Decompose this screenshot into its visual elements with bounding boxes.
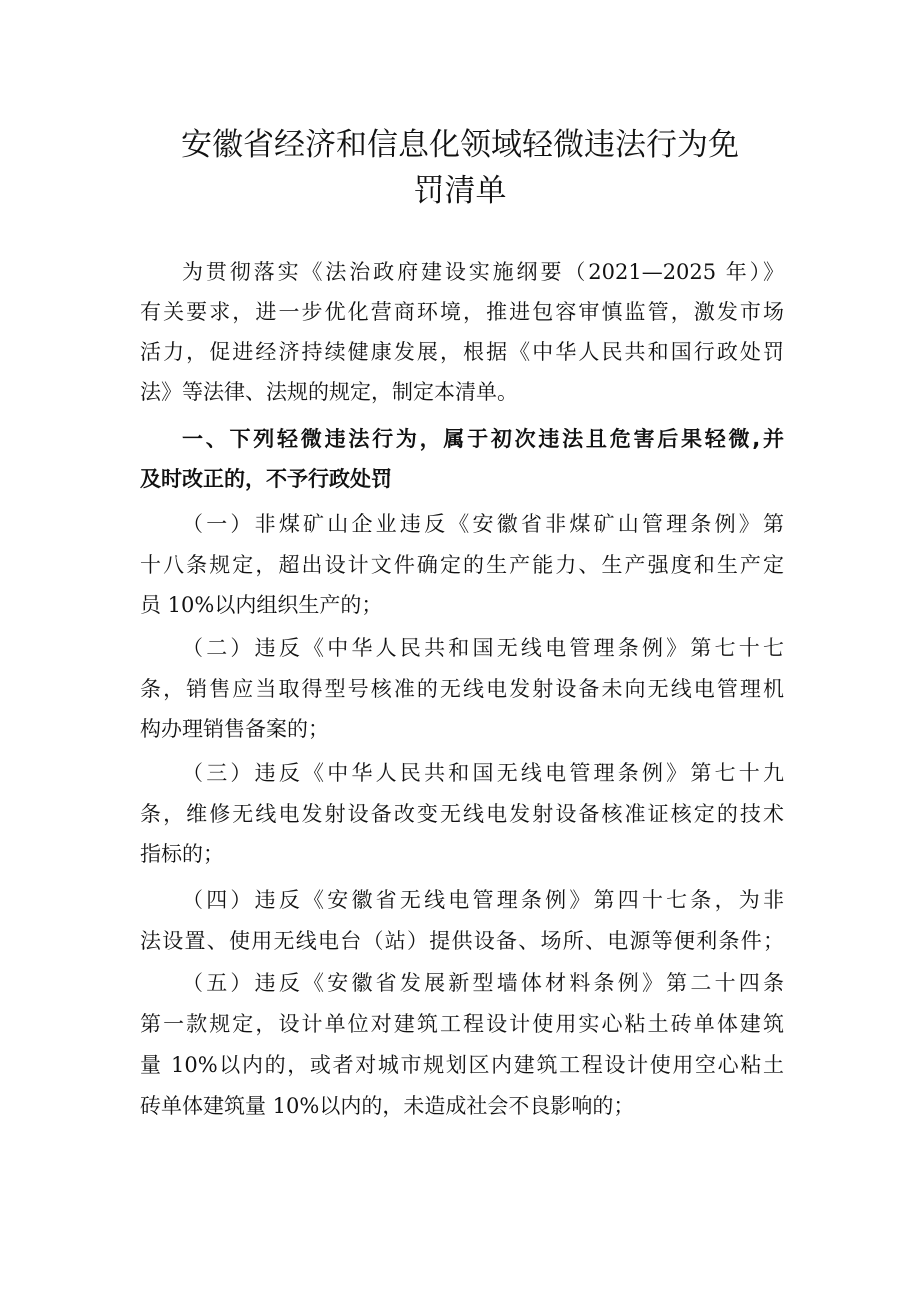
item-1-line-2: 十八条规定，超出设计文件确定的生产能力、生产强度和生产定 [140,553,784,577]
item-1-line-1: （一）非煤矿山企业违反《安徽省非煤矿山管理条例》第 [182,512,784,536]
intro-line-2: 有关要求，进一步优化营商环境，推进包容审慎监管，激发市场 [140,300,784,324]
intro-line-4: 法》等法律、法规的规定，制定本清单。 [140,380,518,404]
item-2-line-1: （二）违反《中华人民共和国无线电管理条例》第七十七 [182,636,784,660]
document-title [140,122,780,214]
item-5-line-4: 砖单体建筑量 10%以内的，未造成社会不良影响的； [140,1094,635,1118]
document-title-line-2: 罚清单 [413,173,507,209]
document-title-line-1: 安徽省经济和信息化领域轻微违法行为免 [181,127,739,163]
intro-line-3: 活力，促进经济持续健康发展，根据《中华人民共和国行政处罚 [140,340,784,364]
item-5-line-1: （五）违反《安徽省发展新型墙体材料条例》第二十四条 [182,971,784,995]
item-4-line-1: （四）违反《安徽省无线电管理条例》第四十七条，为非 [182,888,784,912]
section-1-heading-line-1: 一、下列轻微违法行为，属于初次违法且危害后果轻微,并 [182,427,784,451]
item-3-line-2: 条，维修无线电发射设备改变无线电发射设备核准证核定的技术 [140,802,784,826]
item-3-line-3: 指标的； [140,842,224,866]
item-4-line-2: 法设置、使用无线电台（站）提供设备、场所、电源等便利条件； [140,929,784,953]
item-2-line-3: 构办理销售备案的； [140,717,329,741]
item-2-line-2: 条，销售应当取得型号核准的无线电发射设备未向无线电管理机 [140,677,784,701]
item-5-line-3: 量 10%以内的，或者对城市规划区内建筑工程设计使用空心粘土 [140,1053,784,1077]
section-1-heading-line-2: 及时改正的，不予行政处罚 [140,467,392,491]
item-5-line-2: 第一款规定，设计单位对建筑工程设计使用实心粘土砖单体建筑 [140,1012,784,1036]
intro-line-1: 为贯彻落实《法治政府建设实施纲要（2021—2025 年）》 [182,260,784,284]
item-1-line-3: 员 10%以内组织生产的； [140,593,383,617]
item-3-line-1: （三）违反《中华人民共和国无线电管理条例》第七十九 [182,761,784,785]
